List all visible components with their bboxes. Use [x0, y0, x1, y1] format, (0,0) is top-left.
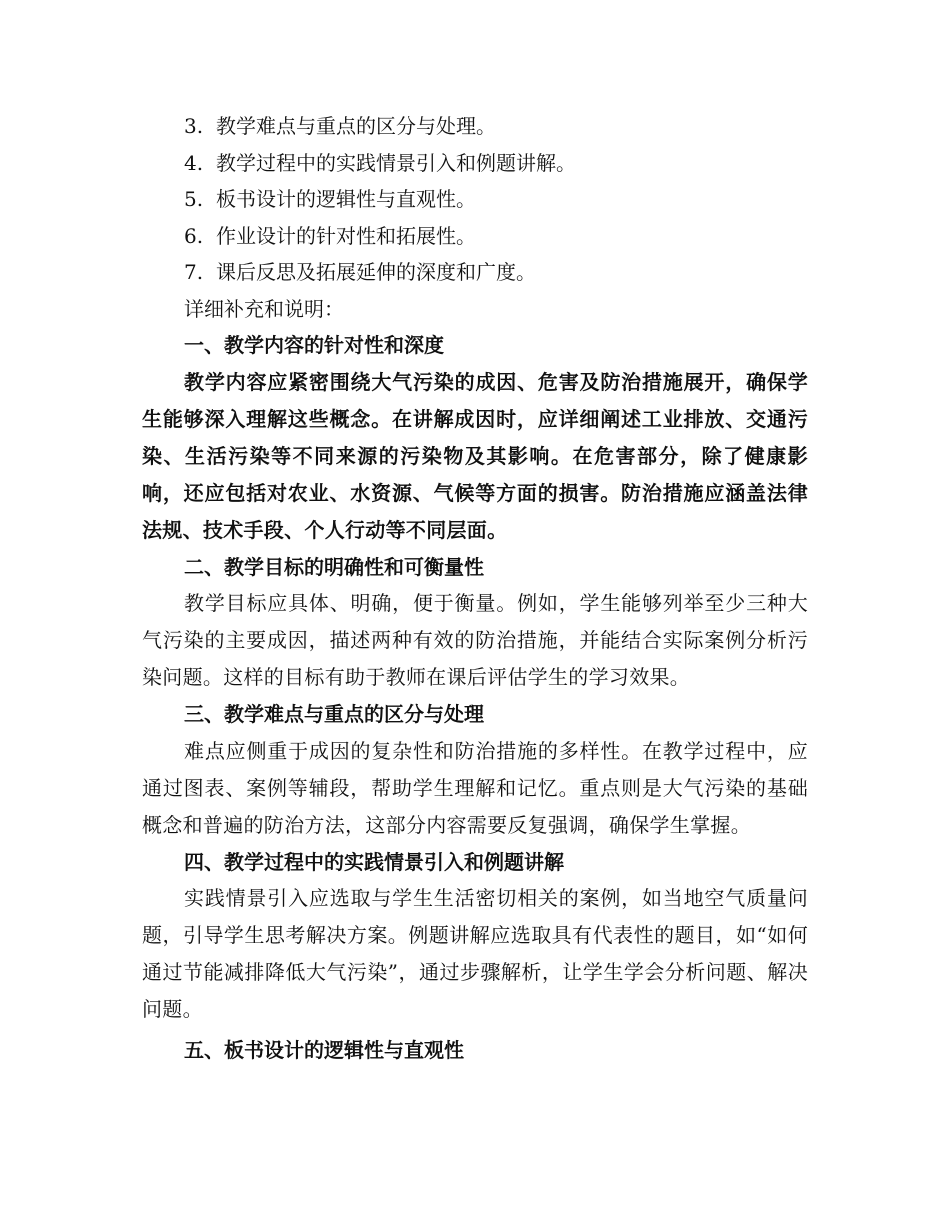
list-number: 5. [184, 187, 204, 211]
list-item [142, 254, 808, 291]
list-item [142, 218, 808, 255]
section-body: 教学目标应具体、明确，便于衡量。例如，学生能够列举至少三种大气污染的主要成因，描述两种有效的防治措施，并能结合实际案例分析污染问题。这样的目标有助于教师在课后评估学生的学习效果。 [142, 591, 808, 689]
section-heading: 四、教学过程中的实践情景引入和例题讲解 [184, 849, 564, 874]
section-heading: 二、教学目标的明确性和可衡量性 [184, 554, 484, 579]
section-body: 难点应侧重于成因的复杂性和防治措施的多样性。在教学过程中，应通过图表、案例等辅段，帮助学生理解和记忆。重点则是大气污染的基础概念和普遍的防治方法，这部分内容需要反复强调，确保学生掌握。 [142, 738, 808, 837]
section-heading: 五、板书设计的逻辑性与直观性 [184, 1038, 464, 1062]
section-body: 教学内容应紧密围绕大气污染的成因、危害及防治措施展开，确保学生能够深入理解这些概念。在讲解成因时，应详细阐述工业排放、交通污染、生活污染等不同来源的污染物及其影响。在危害部分，除了健康影响，还应包括对农业、水资源、气候等方面的损害。防治措施应涵盖法律法规、技术手段、个人行动等不同层面。 [142, 369, 808, 542]
list-item [142, 145, 808, 182]
intro-text: 详细补充和说明： [184, 296, 344, 321]
list-text: 板书设计的逻辑性与直观性。 [216, 187, 476, 211]
list-text: 课后反思及拓展延伸的深度和广度。 [216, 260, 536, 284]
list-item [142, 108, 808, 145]
list-text: 作业设计的针对性和拓展性。 [216, 223, 476, 248]
list-number: 4. [184, 150, 204, 175]
list-text: 教学过程中的实践情景引入和例题讲解。 [216, 150, 576, 175]
section-body: 实践情景引入应选取与学生生活密切相关的案例，如当地空气质量问题，引导学生思考解决方案。例题讲解应选取具有代表性的题目，如“如何通过节能减排降低大气污染”，通过步骤解析，让学生学会分析问题、解决问题。 [142, 886, 808, 1021]
list-number: 7. [184, 260, 204, 284]
document-content [142, 108, 808, 1069]
list-number: 3. [184, 114, 204, 138]
list-number: 6. [184, 223, 204, 248]
section-heading: 三、教学难点与重点的区分与处理 [184, 702, 484, 726]
list-item [142, 181, 808, 218]
section-heading: 一、教学内容的针对性和深度 [184, 333, 444, 357]
list-text: 教学难点与重点的区分与处理。 [216, 114, 496, 138]
